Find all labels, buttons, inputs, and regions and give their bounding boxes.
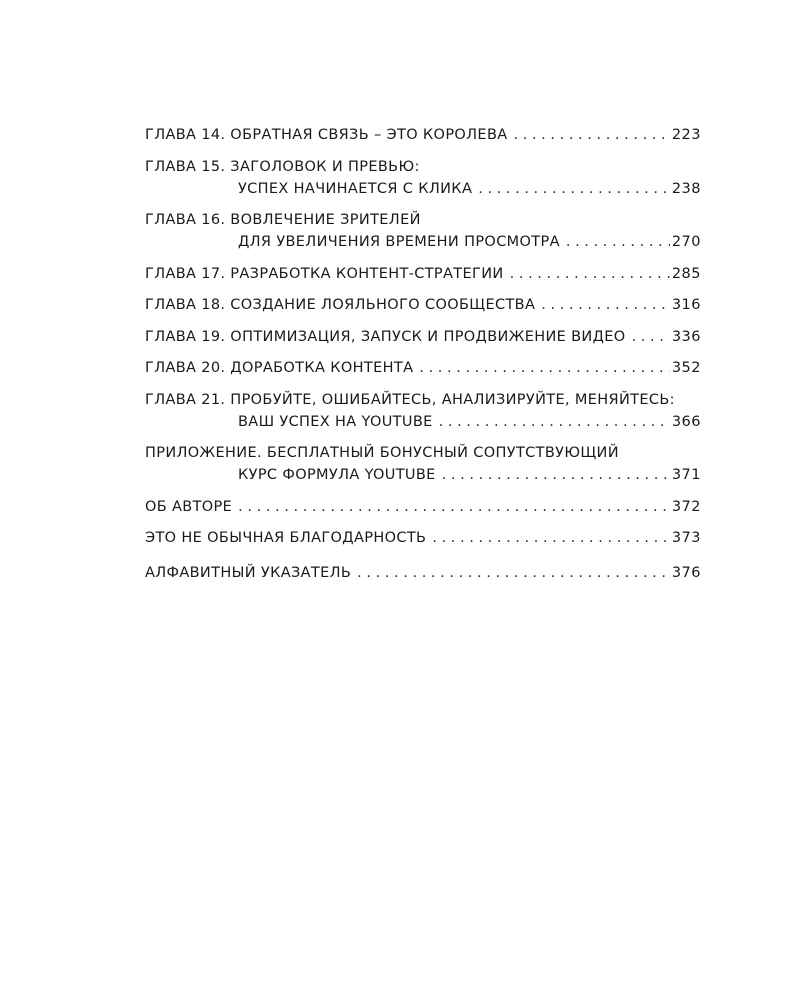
toc-entry-chapter-16[interactable] [145,209,701,253]
toc-entry-chapter-21[interactable] [145,389,701,433]
toc-entry-line [145,562,701,584]
toc-page-number: 366 [671,413,701,430]
toc-entry-line [145,442,701,464]
toc-entry-line [145,357,701,379]
toc-entry-chapter-17[interactable] [145,263,701,285]
toc-entry-title: ГЛАВА 14. ОБРАТНАЯ СВЯЗЬ – ЭТО КОРОЛЕВА [145,127,508,143]
toc-entry-about-author[interactable] [145,496,701,518]
toc-page-number: 316 [671,297,701,313]
toc-entry-appendix[interactable] [145,442,701,486]
toc-entry-subtitle: УСПЕХ НАЧИНАЕТСЯ С КЛИКА [238,180,473,197]
table-of-contents [145,124,701,584]
toc-entry-subtitle: КУРС ФОРМУЛА YOUTUBE [238,467,436,483]
toc-entry-line [145,326,701,348]
toc-entry-index[interactable] [145,562,701,584]
toc-entry-title: ГЛАВА 16. ВОВЛЕЧЕНИЕ ЗРИТЕЛЕЙ [145,212,421,228]
toc-entry-line [145,263,701,285]
toc-page-number: 285 [671,265,701,282]
toc-entry-line [145,496,701,518]
toc-entry-line [145,209,701,231]
toc-page-number: 352 [671,360,701,376]
toc-page-number: 372 [671,498,701,515]
toc-entry-line-continued [145,464,701,486]
toc-page-number: 223 [671,127,701,143]
dot-leader [478,178,670,200]
toc-entry-line-continued [145,178,701,200]
dot-leader [439,411,670,433]
toc-entry-title: ГЛАВА 18. СОЗДАНИЕ ЛОЯЛЬНОГО СООБЩЕСТВА [145,297,536,313]
dot-leader [442,464,670,486]
toc-entry-line [145,156,701,178]
toc-page-number: 373 [671,530,701,546]
dot-leader [566,231,670,253]
toc-entry-title: ГЛАВА 21. ПРОБУЙТЕ, ОШИБАЙТЕСЬ, АНАЛИЗИРУЙТЕ, МЕНЯЙТЕСЬ: [145,391,675,408]
dot-leader [514,124,670,146]
toc-entry-title: ГЛАВА 19. ОПТИМИЗАЦИЯ, ЗАПУСК И ПРОДВИЖЕНИЕ ВИДЕО [145,328,626,345]
toc-entry-chapter-15[interactable] [145,156,701,200]
toc-entry-line [145,124,701,146]
toc-entry-title: ПРИЛОЖЕНИЕ. БЕСПЛАТНЫЙ БОНУСНЫЙ СОПУТСТВУЮЩИЙ [145,445,619,461]
toc-entry-subtitle: ВАШ УСПЕХ НА YOUTUBE [238,413,433,430]
toc-page-number: 238 [671,180,701,197]
toc-entry-line-continued [145,231,701,253]
toc-page-number: 376 [671,565,701,581]
toc-page-number: 336 [671,328,701,345]
toc-page-number: 371 [671,467,701,483]
toc-entry-title: ГЛАВА 17. РАЗРАБОТКА КОНТЕНТ-СТРАТЕГИИ [145,265,504,282]
toc-entry-chapter-18[interactable] [145,294,701,316]
toc-entry-subtitle: ДЛЯ УВЕЛИЧЕНИЯ ВРЕМЕНИ ПРОСМОТРА [238,234,560,250]
dot-leader [432,527,669,549]
dot-leader [357,562,670,584]
toc-entry-chapter-19[interactable] [145,326,701,348]
toc-entry-line [145,527,701,549]
dot-leader [510,263,670,285]
toc-entry-title: ГЛАВА 15. ЗАГОЛОВОК И ПРЕВЬЮ: [145,158,420,175]
dot-leader [419,357,669,379]
toc-entry-chapter-14[interactable] [145,124,701,146]
toc-entry-line [145,389,701,411]
toc-entry-acknowledgements[interactable] [145,527,701,549]
dot-leader [632,326,670,348]
dot-leader [238,496,670,518]
toc-entry-title: АЛФАВИТНЫЙ УКАЗАТЕЛЬ [145,565,352,581]
toc-entry-line-continued [145,411,701,433]
toc-entry-line [145,294,701,316]
toc-entry-chapter-20[interactable] [145,357,701,379]
toc-entry-title: ОБ АВТОРЕ [145,498,233,515]
toc-page-number: 270 [671,234,701,250]
toc-entry-title: ЭТО НЕ ОБЫЧНАЯ БЛАГОДАРНОСТЬ [145,530,427,546]
dot-leader [541,294,670,316]
toc-entry-title: ГЛАВА 20. ДОРАБОТКА КОНТЕНТА [145,360,414,376]
